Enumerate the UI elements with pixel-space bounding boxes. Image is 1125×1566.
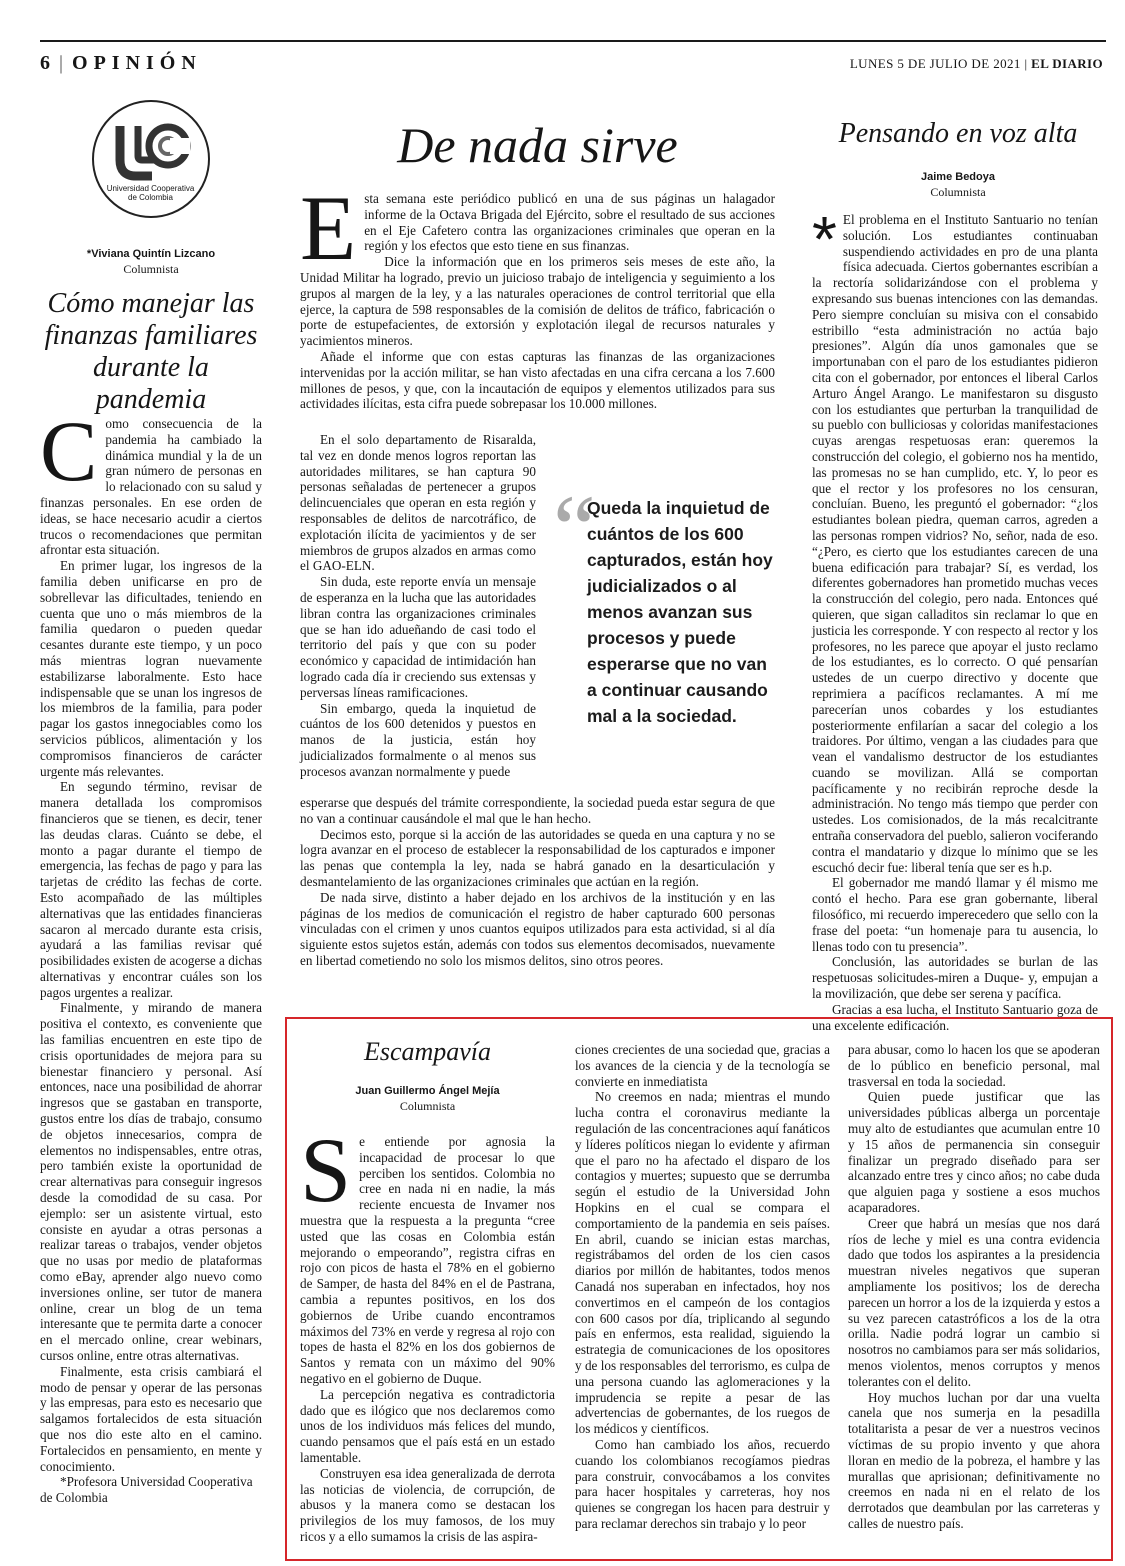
escampavia-paragraph: ciones crecientes de una sociedad que, gracias a los avances de la ciencia y de la tecnología se convierte en inmediatista [575,1042,830,1089]
column1-paragraph [40,403,262,558]
column3-paragraph: Conclusión, las autoridades se burlan de las respetuosas solicitudes-miren a Duque- y, empujan a la movilización, que debe ser serena y pacífica. [812,954,1098,1002]
header-separator: | [59,52,65,74]
section-name: OPINIÓN [72,52,202,74]
pull-quote [553,475,775,729]
dateline [850,56,1103,72]
column3-body [812,203,1098,1033]
escampavia-role: Columnista [399,1099,456,1113]
page-header [40,52,202,75]
escampavia-paragraph: Hoy muchos luchan por dar una vuelta canela que nos sumerja en la pesadilla totalitarista a pesar de ver a nuestros vecinos víctimas de su propio invento y que ahora lloran en medio de la pobreza, el hambre y las murallas que aprisionan; definitivamente no creemos en nada ni en el relato de los derrotados que deambulan por las carreteras y calles de nuestro país. [848,1389,1100,1531]
column3-role: Columnista [930,185,986,199]
editorial-body-top [300,177,775,412]
editorial-paragraph: Añade el informe que con estas capturas las finanzas de las organizaciones intervenidas por la acción militar, se han visto afectadas en una cifra cercana a los 7.600 millones de pesos, y que, con la incautación de equipos y elementos utilizados para sus actividades ilícitas, esta cifra puede sobrepasar los 10.000 millones. [300,348,775,412]
escampavia-author: Juan Guillermo Ángel Mejía [355,1085,500,1097]
newspaper-name: EL DIARIO [1031,56,1103,71]
escampavia-headline: Escampavía [363,1037,492,1066]
page-number: 6 [40,52,51,74]
escampavia-paragraph: para abusar, como lo hacen los que se apoderan de lo público en beneficio personal, mal trasversal en toda la sociedad. [848,1042,1100,1089]
column1-author: *Viviana Quintín Lizcano [86,248,216,260]
column1-paragraph: En segundo término, revisar de manera detallada los compromisos financieros que se tienen, es decir, tener las deudas claras. Cuánto se debe, el monto a pagar durante el tiempo de emergencia, las fechas de pago y para las tarjetas de crédito las fechas de corte. Esto acompañado de las múltiples alternativas que las entidades financieras sacaron al mercado durante esta crisis, ayudará a las familias revisar qué posibilidades existen de acogerse a dichas alternativas y encontrar cuáles son los pagos urgentes a realizar. [40,779,262,1000]
quote-mark-icon: “ [553,475,596,582]
editorial-body-bottom [300,795,775,969]
editorial-paragraph: De nada sirve, distinto a haber dejado en los archivos de la institución y en las páginas de los medios de comunicación el registro de haber capturado 600 personas vinculadas con el crimen y unos cuantos equipos utilizados para esta actividad, si al día siguiente estos sujetos están, además con todos sus elementos decomisados, nuevamente en libertad cometiendo no solo los mismos delitos, sino otros peores. [300,889,775,968]
asterisk-icon: * [812,203,837,275]
dropcap: E [300,177,357,279]
escampavia-paragraph: La percepción negativa es contradictoria dado que es ilógico que nos declaremos como unos de los individuos más felices del mundo, cuando pensamos que el país está en un estado lamentable. [300,1386,555,1465]
escampavia-column-1 [300,1119,555,1545]
editorial-body-narrow [300,432,536,780]
escampavia-paragraph: Creer que habrá un mesías que nos dará ríos de leche y miel es una contra evidencia dado que todos los aspirantes a la presidencia muestran niveles negativos que superan ampliamente los positivos; los de derecha parecen un horror a los de la izquierda y estos a su vez parecen catastróficos a los de la otra orilla. Nadie podrá lograr un cambio si nosotros no cambiamos para ser más solidarios, menos violentos, menos corruptos y menos tolerantes con el delito. [848,1215,1100,1389]
dropcap: S [300,1119,352,1221]
column1-role: Columnista [123,262,179,276]
column1-paragraph: Finalmente, esta crisis cambiará el modo de pensar y operar de las personas y las empresas, para esto es necesario que salgamos fortalecidos de esta situación que nos dio este alto en el camino. Fortalecidos en pensamiento, en mente y conocimiento. [40,1363,262,1474]
editorial-text: sta semana este periódico publicó en una de sus páginas un halagador informe de la Octava Brigada del Ejército, sobre el resultado de sus acciones en el Eje Cafetero contra las organizaciones criminales que operan en la región y los efectos que esto tiene en sus finanzas. [364,191,775,254]
dropcap: C [40,403,98,499]
escampavia-text: e entiende por agnosia la incapacidad de procesar lo que perciben los sentidos. Colombia no cree en nada ni en nadie, la más reciente encuesta de Invamer nos muestra que la respuesta a la pregunta “cree usted que las cosas en Colombia están mejorando o empeorando”, registra cifras en rojo con picos de hasta el 78% en el gobierno de Samper, de hasta del 84% en el de Pastrana, cambia a repuntes positivos, en los dos gobiernos de Uribe cuando encontramos máximos del 73% en verde y regresa al rojo con topes de hasta el 82% en los dos gobiernos de Santos y remata con un máximo del 90% negativo en el gobierno de Duque. [300,1134,555,1386]
escampavia-paragraph: Quien puede justificar que las universidades públicas alberga un porcentaje muy alto de estudiantes que acumulan entre 10 y 15 años de permanencia sin conseguir finalizar un pregrado diseñado para ser alcanzado entre tres y cinco años; no cabe duda que alguien paga y sostiene a esos muchos acaparadores. [848,1089,1100,1215]
column3-paragraph: El gobernador me mandó llamar y él mismo me contó el hecho. Para ese gran gobernante, liberal filosófico, mi recuerdo imperecedero que sello con la frase del poeta: “un homenaje para tu ausencia, lo llenas todo con tu presencia”. [812,875,1098,954]
column3-author: Jaime Bedoya [921,171,995,183]
escampavia-paragraph: Construyen esa idea generalizada de derrota las noticias de violencia, de corrupción, de abusos y la manera como se destacan los privilegios de los muy famosos, de los muy ricos y a ello sumamos la crisis de las aspira- [300,1465,555,1544]
column1-body [40,403,262,1506]
escampavia-paragraph: No creemos en nada; mientras el mundo lucha contra el coronavirus mediante la regulación de las concentraciones aquí fanáticos y líderes políticos niegan lo evidente y afirman que el paro no ha afectado el disparo de los contagios y muertes; supuesto que se derrumba según el estudio de la Universidad John Hopkins en el cual se compara el comportamiento de la pandemia en seis países. En abril, cuando se inician estas marchas, registrábamos del orden de los cien casos diarios por millón de habitantes, todos menos Canadá nos superaban en infectados, hoy nos convertimos en el campeón de los contagios con 600 casos por día, triplicando al segundo país en enfermos, esta realidad, siguiendo la estrategia de comunicaciones de los opositores y de los responsables del terrorismo, es culpa de una persona cuando las aglomeraciones y la imprudencia se repite a pesar de las advertencias de gobernantes, de los ruegos de los médicos y científicos. [575,1089,830,1437]
column1-paragraph: Finalmente, y mirando de manera positiva el contexto, es conveniente que las familias encuentren en este tipo de crisis oportunidades de mejora para su bienestar financiero y personal. Así entonces, nace una posibilidad de ahorrar ingresos que se gastaban en transporte, gustos entre los días de trabajo, consumo de objetos innecesarios, compra de elementos no indispensables, entre otras, pero también existe la oportunidad de crear alternativas para conseguir ingresos desde la comodidad de su casa. Por ejemplo: ser un asistente virtual, esto consiste en ayudar a otras personas a realizar tareas o trabajos, vender objetos que no usas por medio de plataformas como eBay, aprender algo nuevo como inversiones online, ser tutor de manera online, crear un blog de un tema interesante que te permita darte a conocer en el mercado online, crear webinars, cursos online, entre otras alternativas. [40,1000,262,1364]
escampavia-paragraph: Como han cambiado los años, recuerdo cuando los colombianos recogíamos piedras para construir, convocábamos a los convites para hacer hospitales y carreteras, hoy nos quienes se congregan los hacen para destruir y para reclamar derechos sin trabajo y lo peor [575,1436,830,1531]
editorial-paragraph: Dice la información que en los primeros seis meses de este año, la Unidad Militar ha logrado, previo un juicioso trabajo de inteligencia y seguimiento a los grupos al margen de la ley, y a las naturales operaciones de control territorial que ella ejerce, la captura de 598 responsables de la comisión de delitos de tráfico, fabricación o porte de estupefacientes, de extorsión y explotación ilegal de recursos naturales y yacimientos mineros. [300,254,775,349]
editorial-paragraph: Sin duda, este reporte envía un mensaje de esperanza en la lucha que las autoridades libran contra las organizaciones criminales que se han ido adueñando de casi todo el territorio del país y que con su poder económico y capacidad de intimidación han logrado cada día ir creciendo sus extensas y perversas líneas ramificaciones. [300,574,536,700]
editorial-headline: De nada sirve [397,117,678,173]
escampavia-paragraph [300,1119,555,1387]
column3-text: El problema en el Instituto Santuario no tenían solución. Los estudiantes continuaban suspendiendo actividades en pro de una planta física adecuada. Ciertos gobernantes escribían a la rectoría solidarizándose con el problema y expresando sus buenas intenciones con las demandas. Pero siempre concluían su misiva con el consabido estribillo “esta administración no actúa bajo presiones”. Algún día unos gamonales que se importunaban con el paro de los estudiantes pidieron cita con el gobernador, por entonces el liberal Carlos Arturo Ángel Arango. Le manifestaron su disgusto con los estudiantes que perturban la tranquilidad de su pueblo con bulliciosas y coloridas manifestaciones cuyas arengas respetuosas eran: queremos la construcción del colegio, el gobierno nos ha mentido, las promesas no se han cumplido, etc. Y, lo peor es que el rector y los profesores no los censuran, concluían. Bueno, les preguntó el gobernador: “¿los estudiantes bolean piedra, queman carros, agreden a las personas rompen vidrios? No, señor, nada de eso. “¿Pero, es cierto que los estudiantes carecen de una buena edificación para trabajar? Sí, es verdad, los diferentes gobernadores han prometido muchas veces la construcción del colegio, pero nada. Entonces qué quieren, que sigan calladitos sin reclamar lo que en justicia les corresponde. Y con respecto al rector y los profesores, no les parece que apoyar el justo reclamo de los estudiantes, es lo correcto. O qué pensarían ustedes de un cuerpo directivo y docente que reprimiera a pacíficos reclamantes. A mí me parecerían unos cobardes y los estudiantes posteriormente enfilarían a sacar del colegio a los traidores. Por último, vengan a las ciudades para que vean el vandalismo destructor de los estudiantes cuando se movilizan. Allá se comportan pacíficamente y no recibirán reproche desde la administración. No tengo más tiempo que perder con ustedes. Los comisionados, de la más recalcitrante entraña conservadora del pueblo, salieron vociferando contra el mandatario y dizque lo mínimo que se les escuchó decir fue: liberal tenía que ser es h.p. [812,212,1098,875]
editorial-paragraph: Decimos esto, porque si la acción de las autoridades se queda en una captura y no se logra avanzar en el proceso de establecer la responsabilidad de los capturados e imponer las penas que contempla la ley, nada se habrá ganado en la desarticulación y desmantelamiento de las organizaciones criminales que actúan en la región. [300,826,775,889]
column3-paragraph [812,203,1098,875]
university-logo-text: Universidad Cooperativa de Colombia [106,184,195,202]
column1-headline: Cómo manejar las finanzas familiares durante la pandemia [44,288,258,415]
column3-headline: Pensando en voz alta [838,118,1078,149]
header-rule [40,40,1106,42]
date: LUNES 5 DE JULIO DE 2021 | [849,56,1028,71]
escampavia-column-2 [575,1042,830,1532]
column1-footnote: *Profesora Universidad Cooperativa de Colombia [40,1474,253,1506]
university-logo [92,100,210,218]
escampavia-column-3 [848,1042,1100,1532]
editorial-paragraph: Sin embargo, queda la inquietud de cuántos de los 600 detenidos y puestos en manos de la justicia, están hoy judicializados formalmente o al menos sus procesos avanzan normalmente y puede [300,700,536,779]
editorial-paragraph [300,177,775,279]
pull-quote-text: Queda la inquietud de cuántos de los 600 capturados, están hoy judicializados o al menos avanzan sus procesos y puede esperarse que no van a continuar causando mal a la sociedad. [587,498,773,726]
editorial-paragraph: En el solo departamento de Risaralda, tal vez en donde menos logros reportan las autoridades militares, se han captura 90 personas señaladas de pertenecer a grupos delincuenciales que operan en esta región y responsables de delitos de narcotráfico, de explotación ilícita de yacimientos y de ser miembros de grupos alzados en armas como el GAO-ELN. [300,432,536,574]
column3-paragraph: Gracias a esa lucha, el Instituto Santuario goza de una excelente edificación. [812,1001,1098,1033]
column1-paragraph: En primer lugar, los ingresos de la familia deben unificarse en pro de sobrellevar las dificultades, teniendo en cuenta que uno o más miembros de la familia quedaron o pueden quedar cesantes durante este tiempo, y un poco más mientras logran nuevamente estabilizarse laboralmente. Esto hace indispensable que se unan los ingresos de los miembros de la familia, para poder pagar los gastos innegociables como los servicios públicos, alimentación y los compromisos financieros de carácter urgente más relevantes. [40,558,262,779]
editorial-paragraph: esperarse que después del trámite correspondiente, la sociedad pueda estar segura de que no van a continuar causándole el mal que le han hecho. [300,795,775,826]
column1-text: omo consecuencia de la pandemia ha cambiado la dinámica mundial y la de un gran número de personas en lo relacionado con su salud y finanzas personales. En ese orden de ideas, se hace necesario acudir a ciertos trucos o recomendaciones que permitan afrontar esta situación. [40,416,262,558]
